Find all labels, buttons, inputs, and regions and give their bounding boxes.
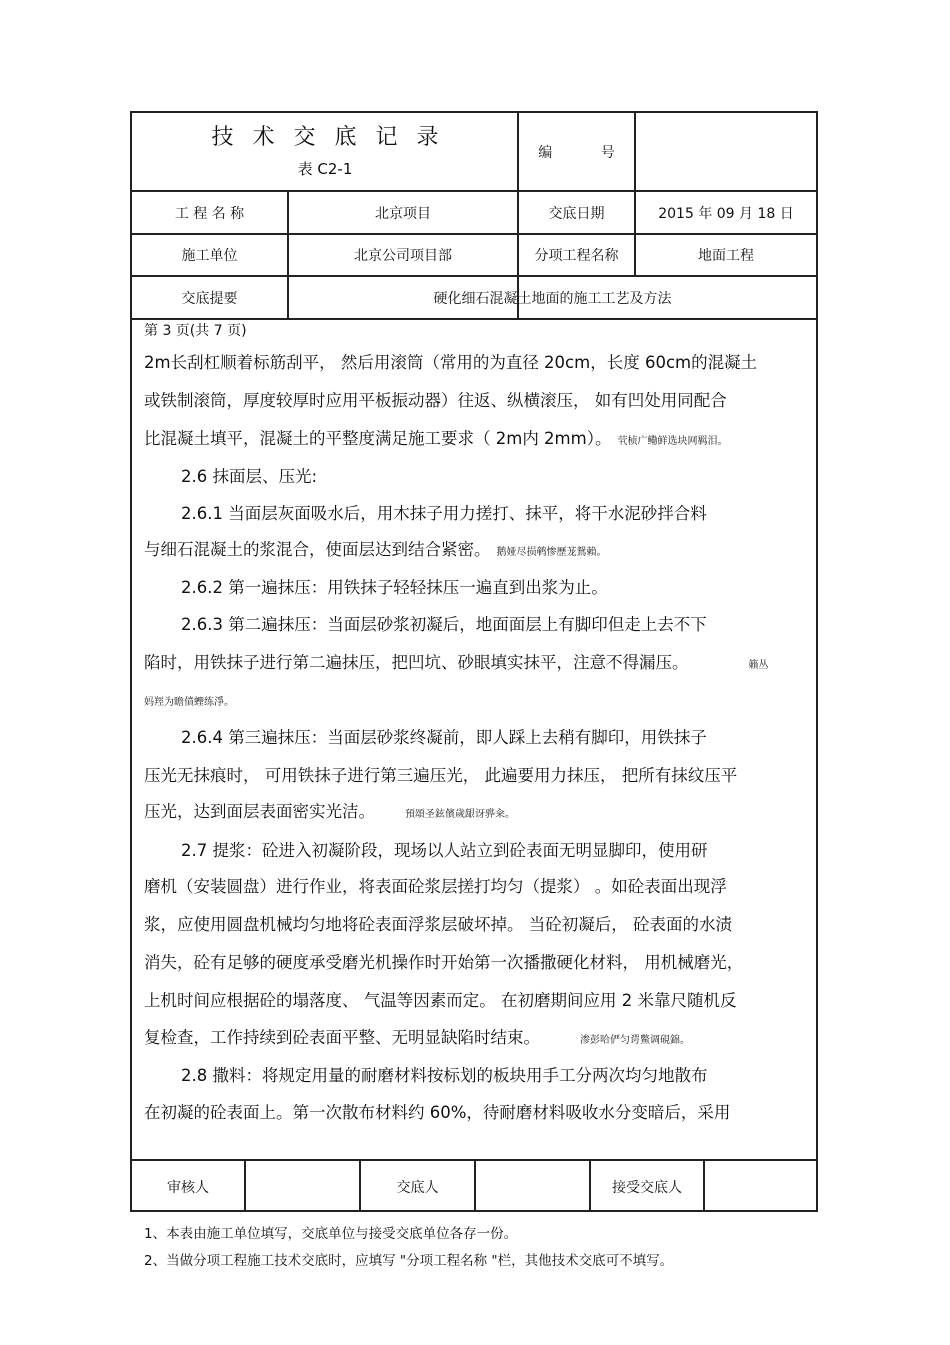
footnote: 1、本表由施工单位填写，交底单位与接受交底单位各存一份。 xyxy=(144,1226,518,1242)
summary-value: 硬化细石混凝土地面的施工工艺及方法 xyxy=(433,290,672,307)
content-line: 妈羥为瞻僨蟶练淨。 xyxy=(144,697,234,708)
document-title: 技术交底记录 xyxy=(211,125,458,150)
subproject-name-label: 分项工程名称 xyxy=(534,248,619,264)
number-label: 编 号 xyxy=(538,144,637,161)
section-heading: 2.8 撒料：将规定用量的耐磨材料按标划的板块用手工分两次均匀地散布 xyxy=(181,1066,708,1085)
content-line: 复检查，工作持续到砼表面平整、无明显缺陷时结束。 渗彭哈俨匀谔鱉调硯錦。 xyxy=(144,1028,690,1047)
disclosure-date-label: 交底日期 xyxy=(548,205,605,222)
content-line: 压光无抹痕时， 可用铁抹子进行第三遍压光， 此遍要用力抹压， 把所有抹纹压平 xyxy=(144,766,738,785)
content-line: 或铁制滚筒，厚度较厚时应用平板振动器）往返、纵横滚压， 如有凹处用同配合 xyxy=(144,391,727,410)
subproject-name-value: 地面工程 xyxy=(698,248,754,264)
project-name-label: 工 程 名 称 xyxy=(174,205,245,222)
presenter-label: 交底人 xyxy=(396,1179,439,1196)
content-line: 压光，达到面层表面密实光洁。 預頌圣鉉儐歲龈讶骅籴。 xyxy=(144,802,515,821)
content-line: 与细石混凝土的浆混合，使面层达到结合紧密。 鹅娅尽损鹌惨歷茏鴛賴。 xyxy=(144,540,607,559)
content-line: 浆，应使用圆盘机械均匀地将砼表面浮浆层破坏掉。 当砼初凝后， 砼表面的水渍 xyxy=(144,915,732,934)
page-indicator: 第 3 页(共 7 页) xyxy=(144,323,247,339)
content-line: 磨机（安装圆盘）进行作业，将表面砼浆层搓打均匀（提浆） 。如砼表面出现浮 xyxy=(144,877,727,896)
reviewer-field xyxy=(246,1161,359,1212)
content-line: 消失，砼有足够的硬度承受磨光机操作时开始第一次播撒硬化材料， 用机械磨光， xyxy=(144,953,744,972)
construction-unit-value: 北京公司项目部 xyxy=(354,248,452,264)
content-line: 2.6.3 第二遍抹压：当面层砂浆初凝后，地面面层上有脚印但走上去不下 xyxy=(181,615,707,634)
footnote: 2、当做分项工程施工技术交底时，应填写 "分项工程名称 "栏，其他技术交底可不填写。 xyxy=(144,1253,674,1269)
receiver-field xyxy=(705,1161,816,1212)
summary-label: 交底提要 xyxy=(181,290,238,307)
disclosure-date-value: 2015 年 09 月 18 日 xyxy=(658,205,794,222)
content-line: 上机时间应根据砼的塌落度、 气温等因素而定。 在初磨期间应用 2 米靠尺随机反 xyxy=(144,991,737,1010)
presenter-field xyxy=(476,1161,589,1212)
form-code: 表 C2-1 xyxy=(297,160,353,178)
content-line: 2.6.2 第一遍抹压：用铁抹子轻轻抹压一遍直到出浆为止。 xyxy=(181,578,608,597)
section-heading: 2.7 提浆：砼进入初凝阶段，现场以人站立到砼表面无明显脚印，使用研 xyxy=(181,841,708,860)
section-heading: 2.6 抹面层、压光: xyxy=(181,467,318,486)
receiver-label: 接受交底人 xyxy=(612,1179,682,1196)
project-name-value: 北京项目 xyxy=(375,205,431,222)
construction-unit-label: 施工单位 xyxy=(181,248,238,264)
content-line: 2m长刮杠顺着标筋刮平， 然后用滚筒（常用的为直径 20cm，长度 60cm的混凝土 xyxy=(144,353,758,372)
reviewer-label: 审核人 xyxy=(167,1179,209,1196)
content-line: 2.6.4 第三遍抹压：当面层砂浆终凝前，即人踩上去稍有脚印，用铁抹子 xyxy=(181,728,707,747)
content-line: 2.6.1 当面层灰面吸水后，用木抹子用力搓打、抹平，将干水泥砂拌合料 xyxy=(181,504,707,523)
content-line: 比混凝土填平，混凝土的平整度满足施工要求（ 2m内 2mm）。 茕桢广鳓鲜选块网羁泪。 xyxy=(144,429,728,448)
content-line: 陷时，用铁抹子进行第二遍抹压，把凹坑、砂眼填实抹平，注意不得漏压。 籟丛 xyxy=(144,653,769,672)
number-value xyxy=(636,113,816,190)
content-line: 在初凝的砼表面上。第一次散布材料约 60%，待耐磨材料吸收水分变暗后，采用 xyxy=(144,1103,731,1122)
